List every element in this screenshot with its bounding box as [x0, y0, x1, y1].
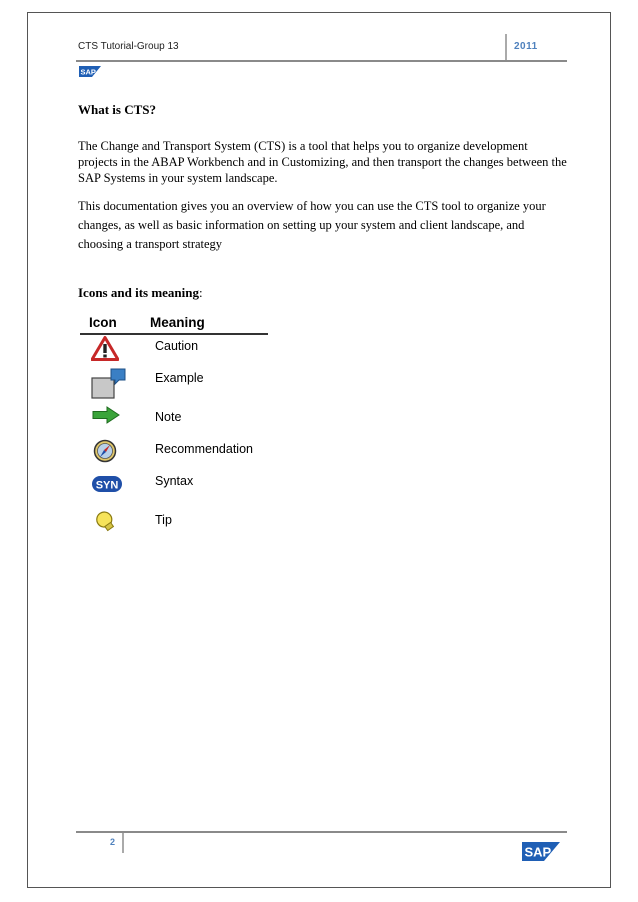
svg-text:SYN: SYN: [95, 479, 119, 492]
legend-header-rule: [80, 333, 268, 335]
page-number: 2: [110, 837, 116, 847]
footer-divider: [122, 833, 124, 853]
caution-icon: [91, 336, 119, 361]
icons-heading: [78, 285, 203, 301]
legend-example-label: Example: [155, 371, 204, 385]
lightbulb-icon: [93, 510, 119, 534]
legend-caution-label: Caution: [155, 339, 199, 353]
legend-recommendation-label: Recommendation: [155, 442, 253, 456]
header-year: 2011: [514, 41, 538, 52]
legend-header-meaning: Meaning: [150, 315, 205, 330]
syntax-icon: [90, 472, 124, 496]
icons-heading-colon: :: [199, 285, 203, 300]
sap-logo-footer: [522, 842, 560, 861]
note-arrow-icon: [92, 406, 120, 424]
sap-logo-small: [79, 66, 101, 77]
page-heading: What is CTS?: [78, 102, 157, 117]
compass-icon: [93, 439, 117, 463]
footer-rule: [76, 831, 567, 833]
icons-heading-text: Icons and its meaning: [78, 285, 199, 300]
header-divider: [505, 34, 507, 60]
header-rule: [76, 60, 567, 62]
svg-text:SAP: SAP: [80, 67, 96, 77]
svg-text:SAP: SAP: [524, 844, 552, 860]
legend-tip-label: Tip: [155, 513, 172, 527]
header-title: CTS Tutorial-Group 13: [78, 41, 179, 52]
overview-paragraph: This documentation gives you an overview of how you can use the CTS tool to organize your changes, as well as basic information on setting up your system and client landscape, and choosing a transport strategy: [78, 199, 546, 251]
example-icon: [90, 367, 128, 401]
legend-syntax-label: Syntax: [155, 474, 194, 488]
legend-note-label: Note: [155, 410, 182, 424]
legend-header-icon: Icon: [89, 315, 117, 330]
intro-paragraph: The Change and Transport System (CTS) is a tool that helps you to organize development projects in the ABAP Workbench and in Customizing, and then transport the changes between the SAP Systems in your system landscape.: [78, 139, 567, 185]
